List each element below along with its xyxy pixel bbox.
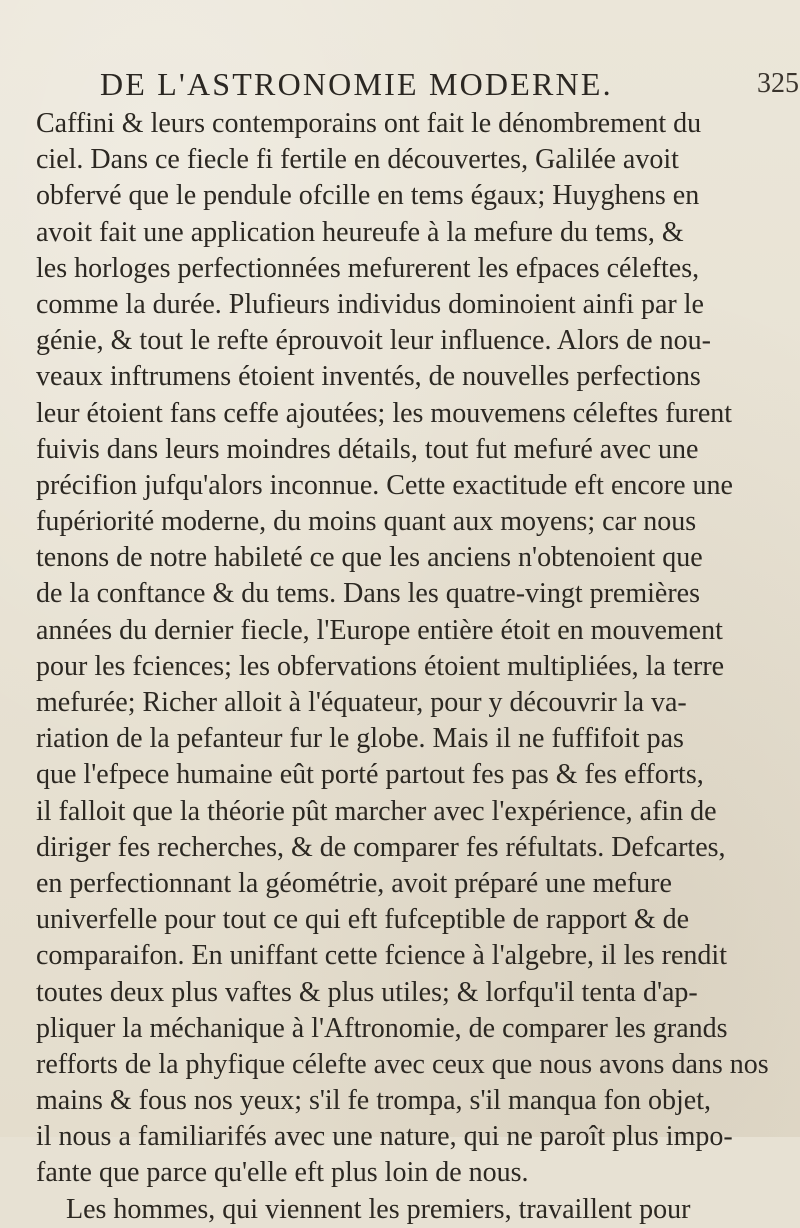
text-line: en perfectionnant la géométrie, avoit préparé une mefure	[36, 867, 672, 899]
text-line: fupériorité moderne, du moins quant aux moyens; car nous	[36, 506, 697, 538]
text-line: Caffini & leurs contemporains ont fait le dénombrement du	[36, 108, 702, 139]
running-title: DE L'ASTRONOMIE MODERNE.	[100, 66, 613, 102]
text-line: précifion jufqu'alors inconnue. Cette exactitude eft encore une	[36, 469, 733, 501]
text-line: ciel. Dans ce fiecle fi fertile en découvertes, Galilée avoit	[36, 144, 679, 176]
text-line: de la conftance & du tems. Dans les quatre-vingt premières	[36, 578, 700, 610]
text-line: génie, & tout le refte éprouvoit leur influence. Alors de nou-	[36, 325, 711, 357]
text-line: il falloit que la théorie pût marcher avec l'expérience, afin de	[36, 795, 717, 827]
text-line: veaux inftrumens étoient inventés, de nouvelles perfections	[36, 361, 701, 393]
text-line: mains & fous nos yeux; s'il fe trompa, s'il manqua fon objet,	[36, 1085, 711, 1117]
text-line: il nous a familiarifés avec une nature, qui ne paroît plus impo-	[36, 1121, 733, 1153]
body-text	[36, 106, 796, 1228]
text-line: diriger fes recherches, & de comparer fes réfultats. Defcartes,	[36, 831, 726, 863]
text-line: avoit fait une application heureufe à la mefure du tems, &	[36, 216, 684, 248]
text-line: tenons de notre habileté ce que les anciens n'obtenoient que	[36, 542, 703, 574]
text-line: comparaifon. En uniffant cette fcience à l'algebre, il les rendit	[36, 940, 727, 972]
text-line: pliquer la méchanique à l'Aftronomie, de comparer les grands	[36, 1012, 728, 1044]
text-line: fuivis dans leurs moindres détails, tout fut mefuré avec une	[36, 433, 699, 465]
text-line: refforts de la phyfique célefte avec ceux que nous avons dans nos	[36, 1048, 769, 1080]
text-line: années du dernier fiecle, l'Europe entière étoit en mouvement	[36, 614, 723, 646]
text-line: obfervé que le pendule ofcille en tems égaux; Huyghens en	[36, 180, 700, 212]
text-line: riation de la pefanteur fur le globe. Mais il ne fuffifoit pas	[36, 723, 684, 755]
text-line: fante que parce qu'elle eft plus loin de nous.	[36, 1157, 529, 1189]
text-line: que l'efpece humaine eût porté partout fes pas & fes efforts,	[36, 759, 704, 791]
text-line: leur étoient fans ceffe ajoutées; les mouvemens céleftes furent	[36, 397, 733, 429]
text-line: univerfelle pour tout ce qui eft fufceptible de rapport & de	[36, 904, 690, 936]
text-line: les horloges perfectionnées mefurerent les efpaces céleftes,	[36, 252, 700, 284]
text-line: pour les fciences; les obfervations étoient multipliées, la terre	[36, 650, 725, 682]
text-line: comme la durée. Plufieurs individus dominoient ainfi par le	[36, 288, 704, 320]
page-number: 325	[757, 68, 799, 99]
text-line: mefurée; Richer alloit à l'équateur, pour y découvrir la va-	[36, 687, 687, 718]
paragraph-start-line: Les hommes, qui viennent les premiers, travaillent pour	[66, 1193, 691, 1225]
text-line: toutes deux plus vaftes & plus utiles; & lorfqu'il tenta d'ap-	[36, 976, 698, 1008]
